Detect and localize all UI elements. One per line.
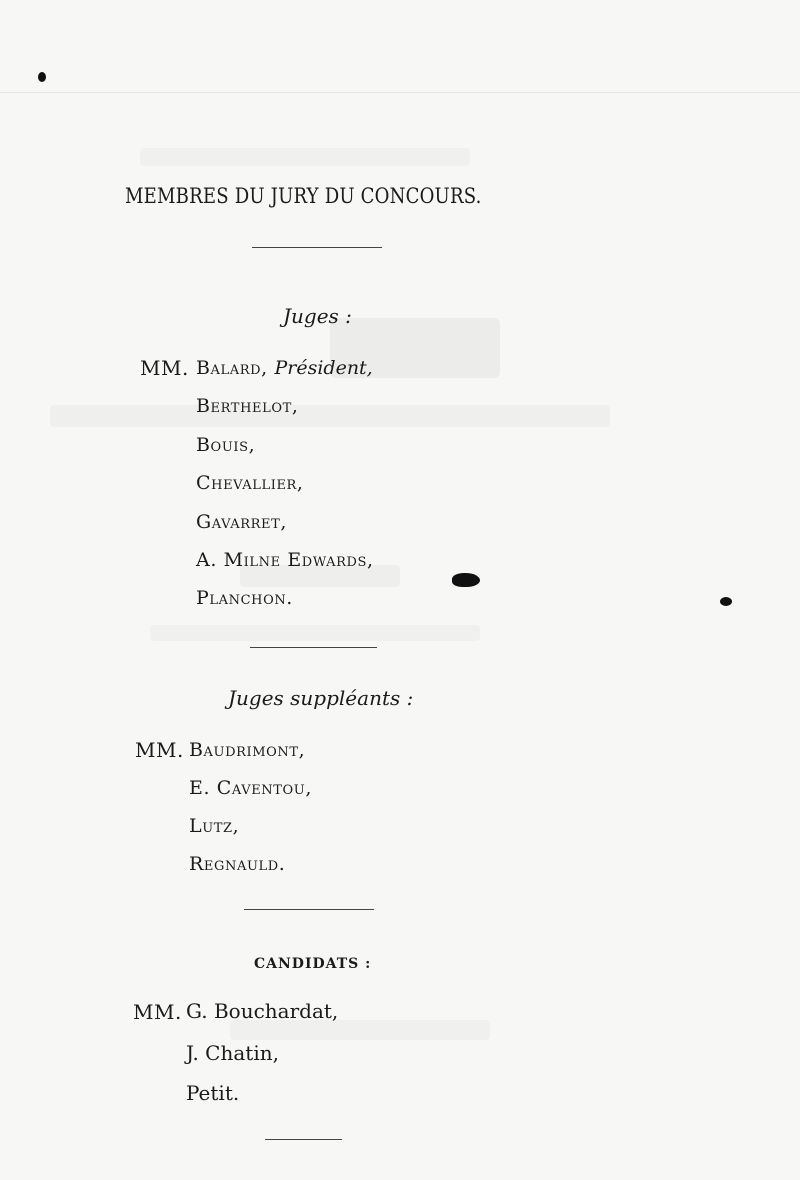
divider [265,1139,342,1140]
page-title: MEMBRES DU JURY DU CONCOURS. [125,184,482,208]
divider [252,247,382,248]
judge-surname: Balard, [196,357,268,379]
judges-heading: Juges : [283,304,352,328]
divider [244,909,374,910]
candidates-prefix: MM. [133,1000,182,1024]
judge-name: Chevallier, [196,472,304,494]
judge-name: Berthelot, [196,395,299,417]
alternate-name: Baudrimont, [189,739,306,761]
candidate-name: G. Bouchardat, [186,999,339,1023]
judge-name: Gavarret, [196,511,287,533]
alternates-heading: Juges suppléants : [228,686,414,710]
judge-role: Président, [274,357,373,379]
divider [250,647,377,648]
alternate-name: E. Caventou, [189,777,313,799]
judge-name: Planchon. [196,587,293,609]
alternate-name: Lutz, [189,815,240,837]
ink-speck [38,72,46,82]
candidates-heading: CANDIDATS : [254,956,372,972]
judge-name: Bouis, [196,434,256,456]
ink-speck [720,597,732,606]
alternate-name: Regnauld. [189,853,286,875]
candidate-name: J. Chatin, [186,1041,279,1065]
alternates-prefix: MM. [135,738,184,762]
candidate-name: Petit. [186,1081,240,1105]
judge-name: A. Milne Edwards, [196,549,374,571]
ink-blot [452,573,480,587]
judges-prefix: MM. [140,356,189,380]
judge-name [196,357,373,379]
